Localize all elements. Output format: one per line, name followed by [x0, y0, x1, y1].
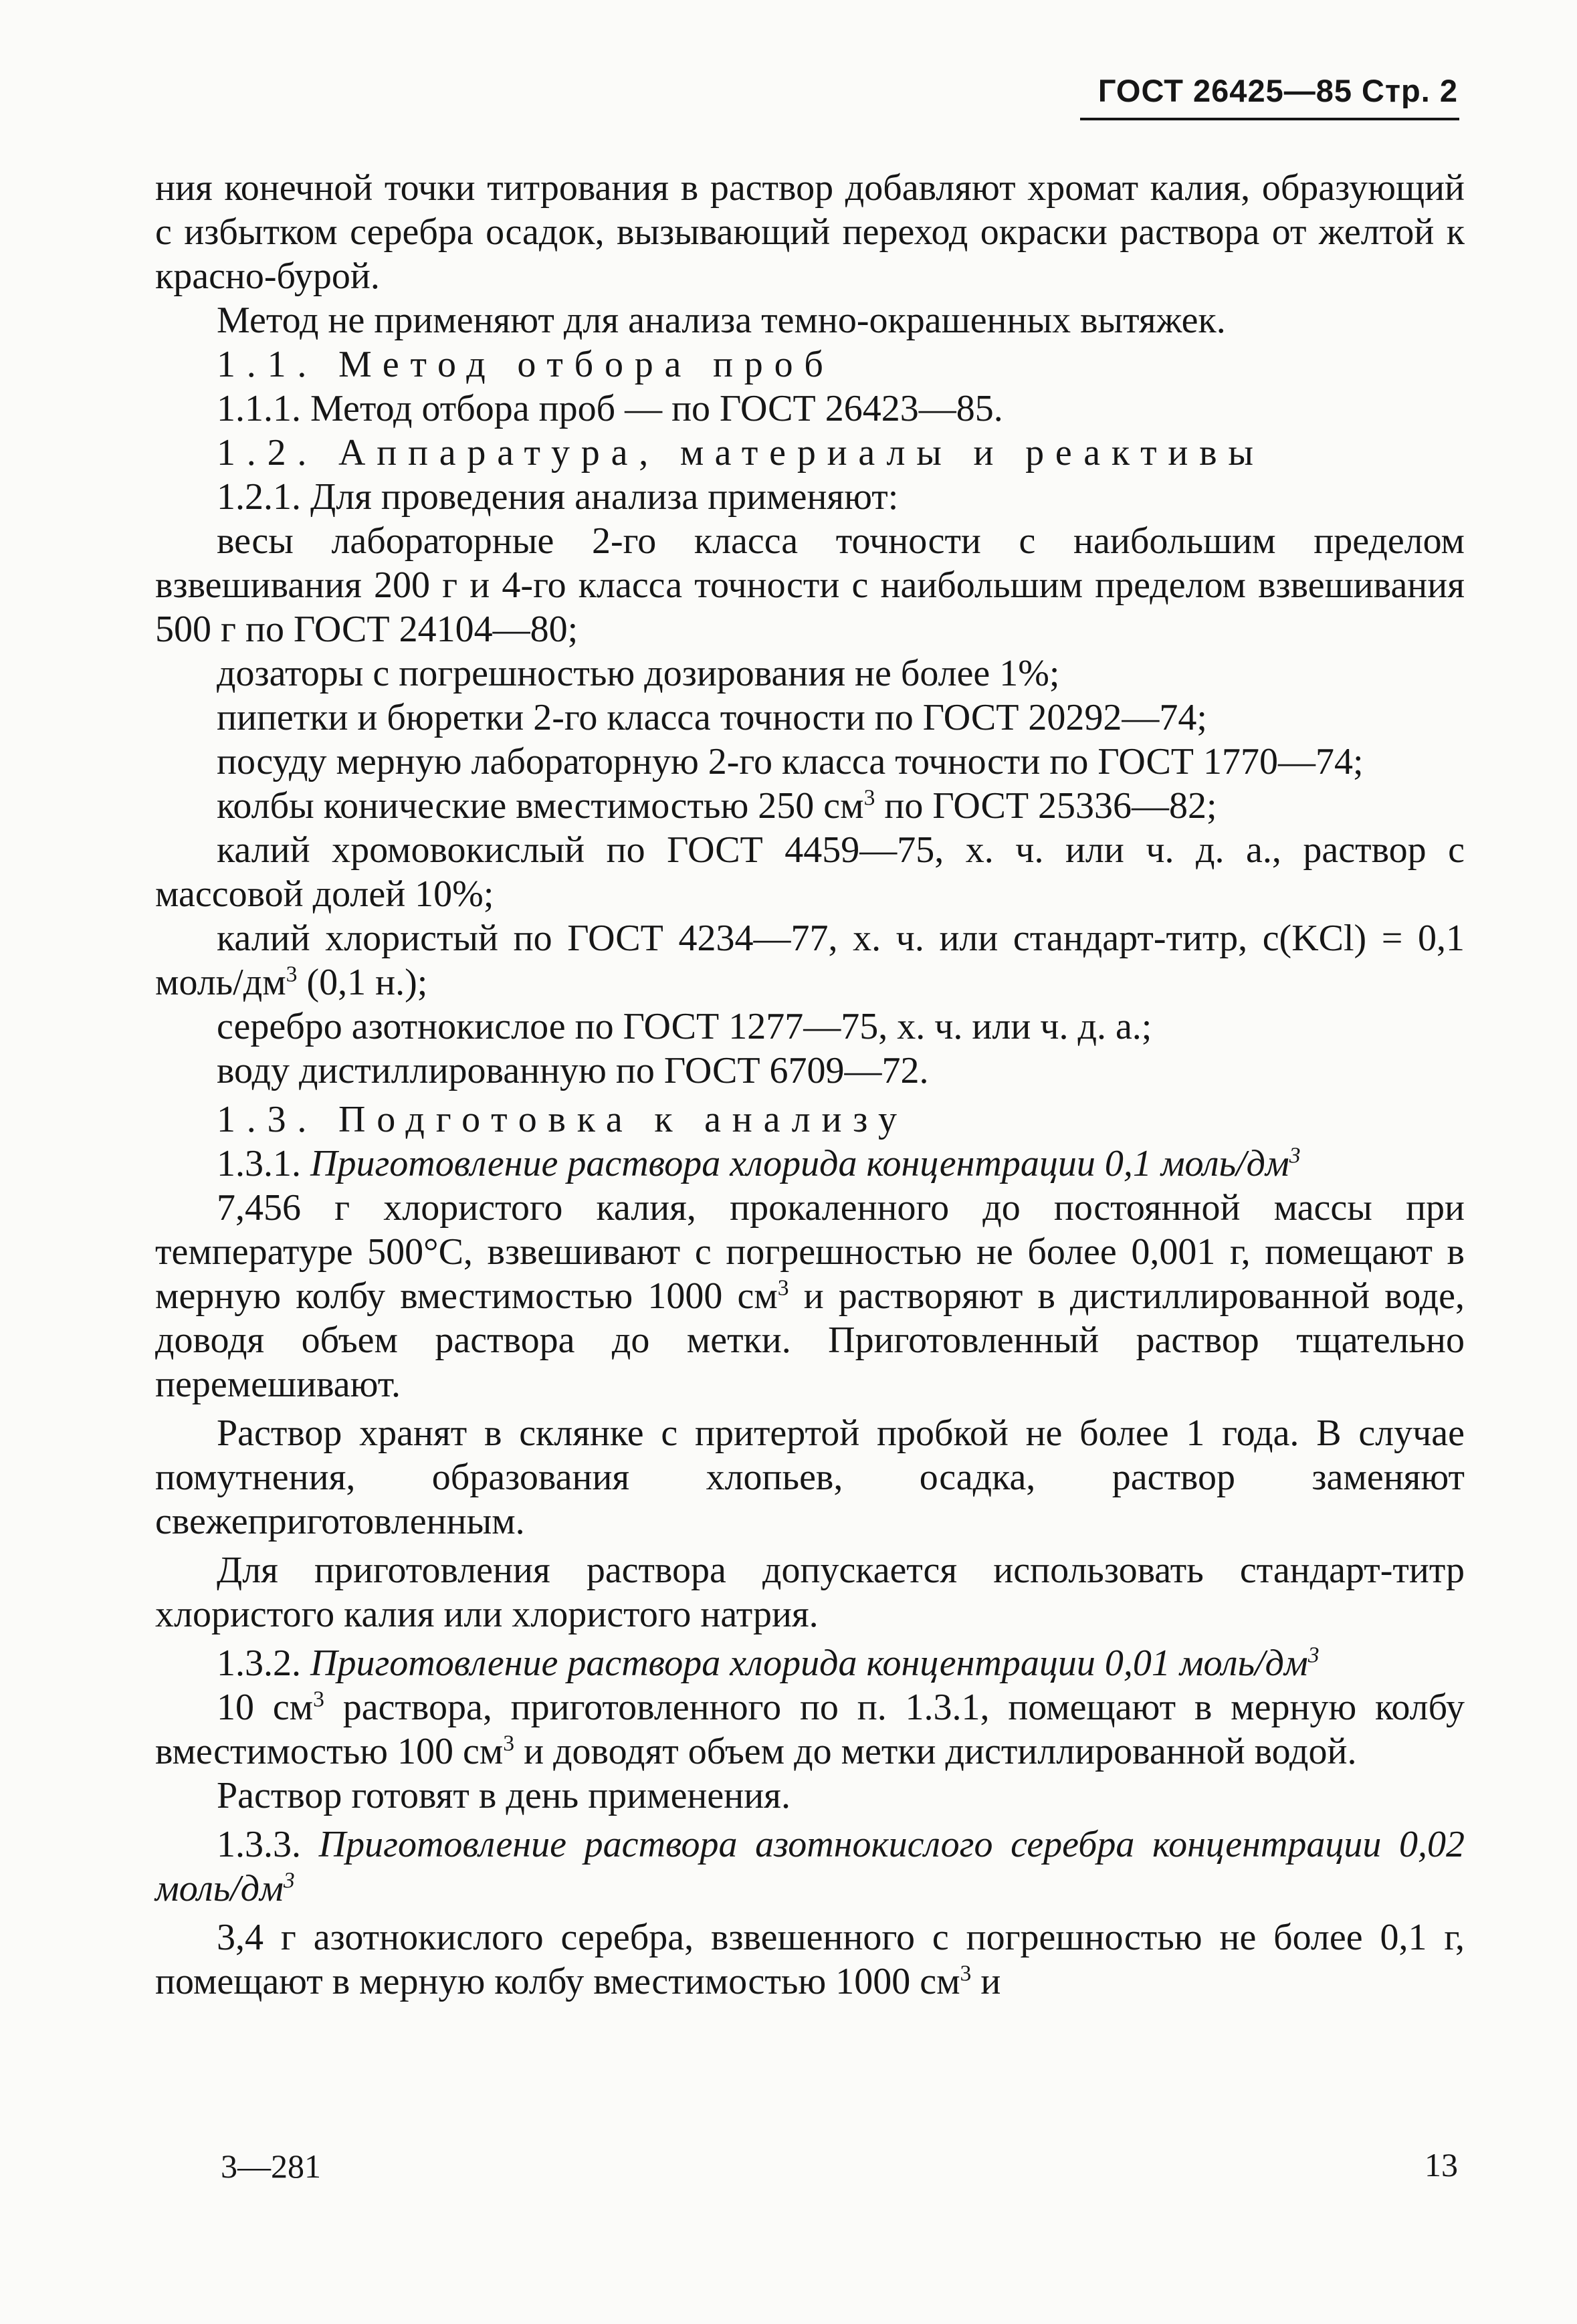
- list-item-dispensers: дозаторы с погрешностью дозирования не более 1%;: [217, 653, 1060, 694]
- list-item-distilled-water: воду дистиллированную по ГОСТ 6709—72.: [217, 1050, 929, 1091]
- section-heading-1-1: 1.1. Метод отбора проб: [217, 344, 835, 385]
- paragraph-1-3-1-procedure: 7,456 г хлористого калия, прокаленного до постоянной массы при температуре 500°С, взвешивают с погрешностью не более 0,001 г, помещают в мерную колбу вместимостью 1000 $см^3$ и растворяют в дистиллированной воде, доводя объем раствора до метки. Приготовленный раствор тщательно перемешивают.: [155, 1187, 1465, 1405]
- list-item-pipettes: пипетки и бюретки 2-го класса точности по ГОСТ 20292—74;: [217, 697, 1207, 738]
- list-item-flasks: колбы конические вместимостью 250 $см^3$ по ГОСТ 25336—82;: [217, 785, 1217, 827]
- paragraph-1-3-3-procedure: 3,4 г азотнокислого серебра, взвешенного с погрешностью не более 0,1 г, помещают в мерную колбу вместимостью 1000 $см^3$ и: [155, 1917, 1465, 2002]
- paragraph-1-2-1: 1.2.1. Для проведения анализа применяют:: [217, 476, 899, 518]
- subheading-1-3-1: 1.3.1. Приготовление раствора хлорида концентрации 0,1 моль/$дм^3$: [217, 1143, 1301, 1184]
- list-item-silver-nitrate: серебро азотнокислое по ГОСТ 1277—75, х. ч. или ч. д. а.;: [217, 1006, 1152, 1047]
- paragraph-standard-titre: Для приготовления раствора допускается использовать стандарт-титр хлористого калия или хлористого натрия.: [155, 1550, 1465, 1635]
- page-header: ГОСТ 26425—85 Стр. 2: [1097, 73, 1458, 108]
- header-rule: [1080, 118, 1459, 120]
- paragraph-storage: Раствор хранят в склянке с притертой пробкой не более 1 года. В случае помутнения, образования хлопьев, осадка, раствор заменяют свежеприготовленным.: [155, 1412, 1465, 1542]
- list-item-glassware: посуду мерную лабораторную 2-го класса точности по ГОСТ 1770—74;: [217, 741, 1364, 782]
- paragraph-prepare-daily: Раствор готовят в день применения.: [217, 1775, 791, 1816]
- document-body: [155, 166, 1465, 2004]
- list-item-potassium-chromate: калий хромовокислый по ГОСТ 4459—75, х. ч. или ч. д. а., раствор с массовой долей 10%;: [155, 829, 1465, 915]
- list-item-potassium-chloride: калий хлористый по ГОСТ 4234—77, х. ч. или стандарт-титр, с(KCl) = 0,1 моль/$дм^3$ (0,1 н.);: [155, 918, 1465, 1003]
- page-number: 13: [1425, 2146, 1458, 2184]
- subheading-1-3-3: 1.3.3. Приготовление раствора азотнокислого серебра концентрации 0,02 моль/$дм^3$: [155, 1824, 1465, 1909]
- section-heading-1-2: 1.2. Аппаратура, материалы и реактивы: [217, 432, 1265, 473]
- paragraph-continuation: ния конечной точки титрования в раствор добавляют хромат калия, образующий с избытком серебра осадок, вызывающий переход окраски раствора от желтой к красно-бурой.: [155, 167, 1465, 297]
- paragraph-1-3-2-procedure: 10 $см^3$ раствора, приготовленного по п. 1.3.1, помещают в мерную колбу вместимостью 100 $см^3$ и доводят объем до метки дистиллированной водой.: [155, 1687, 1465, 1772]
- footer-print-code: 3—281: [221, 2147, 321, 2185]
- paragraph-1-1-1: 1.1.1. Метод отбора проб — по ГОСТ 26423—85.: [217, 388, 1003, 429]
- subheading-1-3-2: 1.3.2. Приготовление раствора хлорида концентрации 0,01 моль/$дм^3$: [217, 1643, 1320, 1684]
- list-item-scales: весы лабораторные 2-го класса точности с наибольшим пределом взвешивания 200 г и 4-го класса точности с наибольшим пределом взвешивания 500 г по ГОСТ 24104—80;: [155, 520, 1465, 650]
- section-heading-1-3: 1.3. Подготовка к анализу: [217, 1099, 908, 1140]
- paragraph-method-note: Метод не применяют для анализа темно-окрашенных вытяжек.: [217, 300, 1226, 341]
